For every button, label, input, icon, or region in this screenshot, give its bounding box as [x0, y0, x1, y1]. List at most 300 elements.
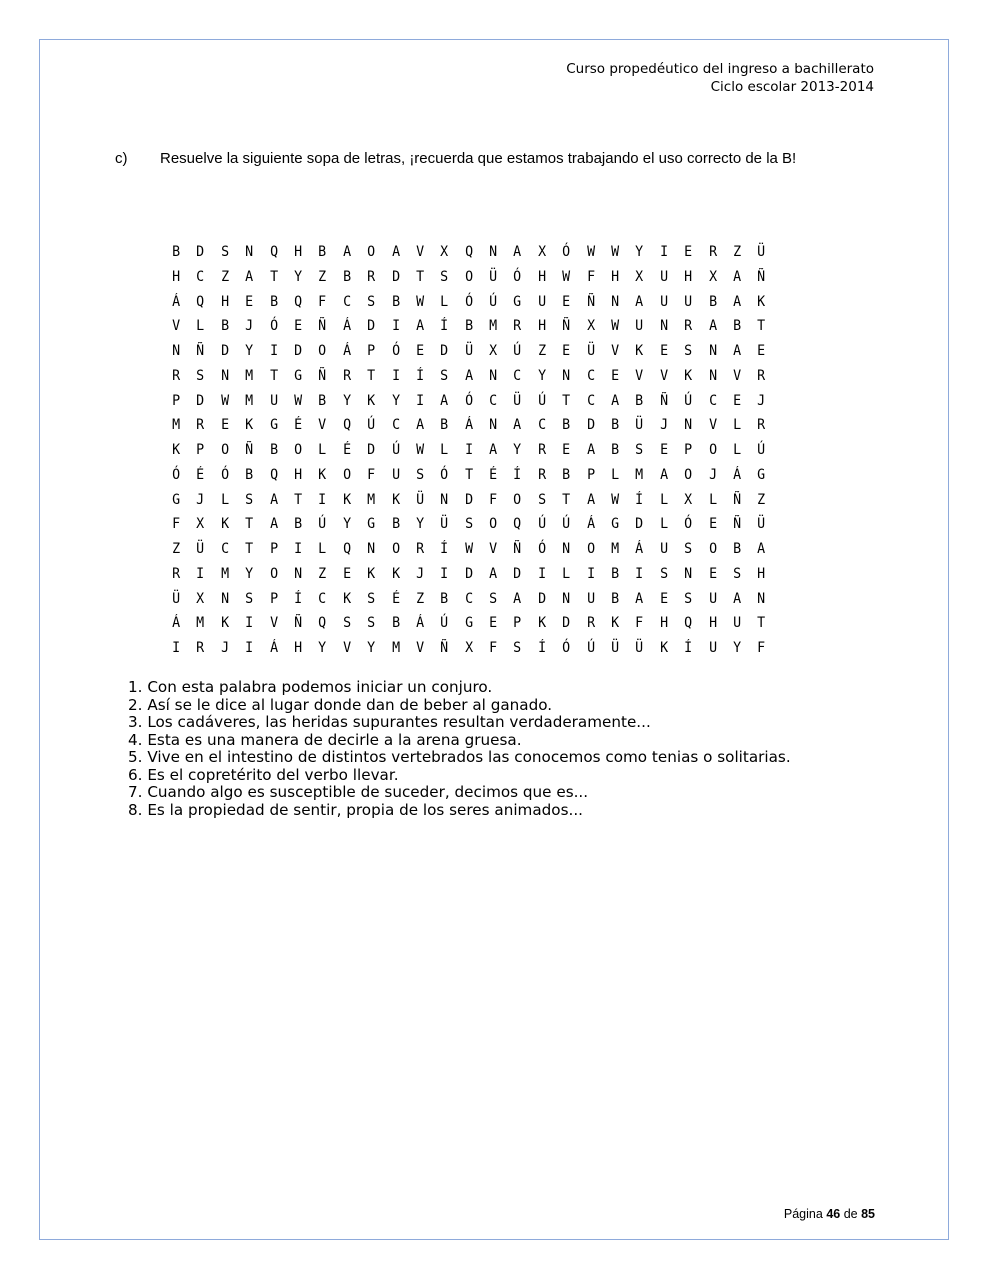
grid-letter: C [513, 367, 522, 384]
grid-letter: N [684, 565, 693, 582]
grid-letter: Ü [513, 392, 522, 409]
grid-letter: I [196, 565, 205, 582]
grid-letter: S [245, 491, 254, 508]
grid-letter: Ó [172, 466, 181, 483]
grid-letter: I [440, 565, 449, 582]
grid-letter: N [489, 367, 498, 384]
grid-letter: Y [342, 392, 351, 409]
grid-letter: E [659, 343, 669, 359]
grid-letter: O [489, 516, 498, 533]
grid-letter: Á [635, 541, 644, 557]
grid-letter: H [294, 640, 303, 656]
grid-letter: W [464, 541, 473, 557]
grid-letter: E [489, 615, 498, 632]
grid-letter: A [416, 417, 425, 434]
grid-letter: B [294, 516, 303, 533]
grid-letter: S [342, 615, 351, 632]
grid-letter: O [318, 343, 327, 359]
grid-letter: E [684, 244, 693, 260]
grid-letter: R [172, 367, 181, 384]
grid-letter: Q [513, 516, 522, 533]
grid-letter: A [708, 318, 717, 335]
grid-letter: Q [684, 615, 693, 632]
grid-letter: E [757, 343, 766, 359]
grid-letter: N [708, 367, 717, 384]
grid-letter: Á [733, 466, 742, 483]
grid-letter: É [391, 590, 400, 607]
grid-letter: Q [318, 615, 327, 632]
grid-letter: Ó [440, 466, 449, 483]
grid-letter: A [440, 392, 449, 409]
grid-letter: S [367, 293, 376, 310]
instruction-letter: c) [115, 150, 128, 167]
grid-row [164, 364, 774, 389]
grid-letter: P [172, 392, 181, 409]
grid-letter: L [659, 516, 669, 533]
grid-letter: S [367, 615, 376, 632]
word-search-grid [164, 240, 774, 661]
document-header [566, 60, 874, 96]
grid-letter: Ñ [318, 318, 327, 335]
grid-letter: Ñ [586, 293, 595, 310]
grid-letter: Ú [318, 516, 327, 533]
grid-letter: Y [391, 392, 400, 409]
grid-letter: N [489, 244, 498, 260]
grid-letter: R [416, 541, 425, 557]
clue-item: 2. Así se le dice al lugar donde dan de beber al ganado. [128, 695, 553, 714]
grid-letter: Z [220, 268, 229, 285]
grid-letter: Ó [513, 268, 522, 285]
grid-letter: Y [318, 640, 327, 656]
grid-letter: H [294, 466, 303, 483]
grid-letter: Ü [611, 640, 620, 656]
grid-letter: M [220, 565, 229, 582]
grid-letter: S [367, 590, 376, 607]
grid-row [164, 265, 774, 290]
grid-letter: S [684, 541, 693, 557]
grid-letter: A [733, 343, 742, 359]
grid-letter: Á [172, 615, 181, 632]
grid-letter: Ñ [733, 516, 742, 533]
grid-letter: O [464, 268, 473, 285]
grid-letter: T [245, 516, 254, 533]
grid-letter: A [416, 318, 425, 335]
grid-letter: B [220, 318, 229, 335]
grid-letter: B [733, 318, 742, 335]
grid-letter: Y [367, 640, 376, 656]
grid-letter: T [757, 318, 766, 335]
grid-letter: C [708, 392, 717, 409]
grid-letter: C [586, 392, 595, 409]
grid-row [164, 438, 774, 463]
grid-letter: Ó [464, 293, 473, 310]
grid-letter: A [269, 516, 278, 533]
grid-letter: O [684, 466, 693, 483]
grid-letter: T [757, 615, 766, 632]
grid-letter: P [269, 590, 278, 607]
grid-letter: Y [513, 442, 522, 458]
grid-letter: Í [684, 640, 693, 656]
grid-letter: É [342, 442, 351, 458]
grid-row [164, 290, 774, 315]
grid-letter: M [245, 392, 254, 409]
grid-letter: I [538, 565, 547, 582]
grid-letter: C [196, 268, 205, 285]
grid-letter: M [172, 417, 181, 434]
grid-letter: K [757, 293, 766, 310]
grid-letter: I [635, 565, 644, 582]
grid-letter: R [196, 640, 205, 656]
grid-letter: L [318, 442, 327, 458]
grid-letter: Y [416, 516, 425, 533]
grid-letter: W [611, 491, 620, 508]
grid-letter: Ü [586, 343, 595, 359]
grid-letter: G [513, 293, 522, 310]
grid-letter: K [245, 417, 254, 434]
grid-letter: B [611, 590, 620, 607]
grid-letter: I [172, 640, 181, 656]
grid-letter: W [611, 244, 620, 260]
grid-letter: A [586, 442, 595, 458]
grid-letter: L [220, 491, 229, 508]
grid-letter: A [269, 491, 278, 508]
grid-letter: J [757, 392, 766, 409]
grid-letter: N [562, 590, 571, 607]
grid-letter: C [538, 417, 547, 434]
grid-letter: T [416, 268, 425, 285]
grid-letter: U [538, 293, 547, 310]
grid-letter: M [635, 466, 644, 483]
grid-letter: O [269, 565, 278, 582]
grid-letter: U [391, 466, 400, 483]
grid-letter: J [416, 565, 425, 582]
grid-letter: E [708, 565, 717, 582]
grid-letter: Z [172, 541, 181, 557]
grid-letter: T [562, 491, 571, 508]
grid-letter: A [342, 244, 351, 260]
grid-letter: U [708, 640, 717, 656]
grid-letter: J [220, 640, 229, 656]
grid-letter: R [196, 417, 205, 434]
grid-letter: É [489, 466, 498, 483]
grid-letter: Z [733, 244, 742, 260]
grid-letter: A [611, 392, 620, 409]
grid-letter: P [513, 615, 522, 632]
grid-letter: Ü [196, 541, 205, 557]
grid-letter: U [659, 293, 669, 310]
grid-letter: A [659, 466, 669, 483]
grid-letter: B [708, 293, 717, 310]
grid-letter: K [611, 615, 620, 632]
grid-letter: G [611, 516, 620, 533]
grid-letter: X [586, 318, 595, 335]
grid-letter: C [391, 417, 400, 434]
grid-letter: C [220, 541, 229, 557]
grid-letter: Á [586, 516, 595, 533]
grid-letter: N [659, 318, 669, 335]
grid-letter: W [611, 318, 620, 335]
grid-letter: Ü [489, 268, 498, 285]
grid-letter: R [757, 367, 766, 384]
grid-letter: Í [635, 491, 644, 508]
grid-letter: I [416, 392, 425, 409]
grid-letter: T [245, 541, 254, 557]
grid-letter: K [391, 491, 400, 508]
grid-letter: Á [464, 417, 473, 434]
grid-letter: Ñ [294, 615, 303, 632]
grid-letter: Ñ [513, 541, 522, 557]
grid-letter: B [562, 466, 571, 483]
grid-letter: N [367, 541, 376, 557]
grid-letter: Ñ [757, 268, 766, 285]
grid-letter: I [269, 343, 278, 359]
grid-letter: S [513, 640, 522, 656]
grid-letter: I [245, 615, 254, 632]
grid-letter: S [196, 367, 205, 384]
grid-letter: B [464, 318, 473, 335]
grid-letter: Ü [757, 244, 766, 260]
grid-letter: O [708, 541, 717, 557]
grid-letter: T [294, 491, 303, 508]
instruction-line [115, 150, 796, 167]
grid-letter: S [635, 442, 644, 458]
grid-letter: G [367, 516, 376, 533]
grid-letter: V [269, 615, 278, 632]
grid-letter: D [562, 615, 571, 632]
grid-letter: Ü [635, 417, 644, 434]
grid-letter: X [538, 244, 547, 260]
grid-letter: S [220, 244, 229, 260]
grid-letter: K [635, 343, 644, 359]
grid-letter: Y [245, 343, 254, 359]
grid-letter: V [416, 244, 425, 260]
grid-letter: Ñ [318, 367, 327, 384]
grid-letter: U [269, 392, 278, 409]
grid-letter: S [684, 590, 693, 607]
grid-letter: R [367, 268, 376, 285]
grid-letter: B [611, 417, 620, 434]
grid-letter: U [684, 293, 693, 310]
grid-letter: H [757, 565, 766, 582]
grid-letter: D [220, 343, 229, 359]
grid-letter: L [659, 491, 669, 508]
grid-letter: G [294, 367, 303, 384]
grid-letter: F [367, 466, 376, 483]
grid-letter: D [367, 318, 376, 335]
grid-letter: Z [538, 343, 547, 359]
grid-letter: Í [294, 590, 303, 607]
grid-letter: K [538, 615, 547, 632]
grid-letter: N [220, 367, 229, 384]
grid-letter: Q [294, 293, 303, 310]
grid-letter: Z [318, 268, 327, 285]
clue-item: 6. Es el copretérito del verbo llevar. [128, 765, 399, 784]
grid-letter: I [318, 491, 327, 508]
grid-letter: L [708, 491, 717, 508]
grid-letter: V [733, 367, 742, 384]
grid-letter: Ó [538, 541, 547, 557]
grid-letter: F [489, 640, 498, 656]
grid-letter: H [220, 293, 229, 310]
grid-letter: G [172, 491, 181, 508]
grid-letter: Y [635, 244, 644, 260]
grid-letter: Á [342, 318, 351, 335]
grid-letter: H [294, 244, 303, 260]
grid-letter: N [708, 343, 717, 359]
grid-letter: P [684, 442, 693, 458]
grid-letter: J [196, 491, 205, 508]
grid-row [164, 562, 774, 587]
clue-item: 1. Con esta palabra podemos iniciar un conjuro. [128, 678, 493, 696]
grid-letter: M [367, 491, 376, 508]
grid-letter: B [342, 268, 351, 285]
grid-letter: N [562, 541, 571, 557]
grid-letter: H [538, 268, 547, 285]
grid-letter: J [659, 417, 669, 434]
grid-letter: B [391, 516, 400, 533]
grid-letter: B [245, 466, 254, 483]
grid-letter: M [611, 541, 620, 557]
grid-letter: T [464, 466, 473, 483]
grid-letter: L [318, 541, 327, 557]
grid-letter: C [342, 293, 351, 310]
grid-letter: Ú [586, 640, 595, 656]
grid-letter: U [659, 541, 669, 557]
grid-letter: V [489, 541, 498, 557]
grid-row [164, 512, 774, 537]
grid-letter: Á [269, 640, 278, 656]
clue-item: 7. Cuando algo es susceptible de suceder, decimos que es... [128, 783, 589, 801]
grid-letter: V [342, 640, 351, 656]
grid-letter: P [196, 442, 205, 458]
grid-letter: K [172, 442, 181, 458]
grid-letter: Q [269, 466, 278, 483]
grid-letter: N [245, 244, 254, 260]
grid-letter: F [489, 491, 498, 508]
grid-letter: K [220, 615, 229, 632]
grid-letter: S [684, 343, 693, 359]
grid-letter: E [659, 442, 669, 458]
grid-letter: Ú [538, 516, 547, 533]
grid-letter: T [269, 268, 278, 285]
grid-letter: Í [440, 541, 449, 557]
grid-letter: F [757, 640, 766, 656]
grid-letter: V [416, 640, 425, 656]
grid-letter: Ñ [659, 392, 669, 409]
grid-letter: O [391, 541, 400, 557]
grid-letter: Ú [538, 392, 547, 409]
grid-letter: M [391, 640, 400, 656]
grid-letter: Q [342, 541, 351, 557]
grid-letter: K [342, 491, 351, 508]
grid-letter: Z [318, 565, 327, 582]
grid-letter: Q [269, 244, 278, 260]
grid-letter: R [586, 615, 595, 632]
grid-letter: S [538, 491, 547, 508]
grid-letter: B [391, 615, 400, 632]
grid-letter: T [269, 367, 278, 384]
grid-letter: E [220, 417, 229, 434]
grid-letter: B [611, 442, 620, 458]
grid-letter: K [391, 565, 400, 582]
grid-letter: U [708, 590, 717, 607]
grid-letter: Ñ [562, 318, 571, 335]
grid-letter: W [294, 392, 303, 409]
grid-letter: H [538, 318, 547, 335]
grid-letter: X [708, 268, 717, 285]
grid-letter: P [269, 541, 278, 557]
grid-letter: R [342, 367, 351, 384]
grid-letter: A [464, 367, 473, 384]
grid-letter: Ú [684, 392, 693, 409]
grid-letter: I [659, 244, 669, 260]
grid-letter: E [416, 343, 425, 359]
grid-letter: I [245, 640, 254, 656]
instruction-text: Resuelve la siguiente sopa de letras, ¡recuerda que estamos trabajando el uso correcto de la B! [160, 150, 797, 167]
grid-row [164, 636, 774, 661]
grid-row [164, 587, 774, 612]
grid-letter: I [391, 367, 400, 384]
clue-list [128, 679, 791, 819]
grid-letter: M [245, 367, 254, 384]
grid-letter: Ü [635, 640, 644, 656]
grid-letter: R [684, 318, 693, 335]
grid-letter: K [659, 640, 669, 656]
grid-letter: H [611, 268, 620, 285]
grid-letter: S [489, 590, 498, 607]
grid-letter: A [757, 541, 766, 557]
grid-letter: B [440, 590, 449, 607]
grid-letter: S [464, 516, 473, 533]
grid-letter: D [464, 491, 473, 508]
grid-letter: A [586, 491, 595, 508]
grid-letter: Ó [464, 392, 473, 409]
grid-letter: D [440, 343, 449, 359]
grid-letter: E [562, 442, 571, 458]
of-label: de [843, 1207, 858, 1221]
grid-letter: K [318, 466, 327, 483]
grid-letter: L [440, 293, 449, 310]
grid-letter: D [367, 442, 376, 458]
grid-letter: O [294, 442, 303, 458]
grid-letter: Ú [391, 442, 400, 458]
grid-letter: Y [294, 268, 303, 285]
grid-letter: D [294, 343, 303, 359]
grid-letter: N [757, 590, 766, 607]
grid-letter: A [489, 565, 498, 582]
grid-letter: O [220, 442, 229, 458]
grid-letter: K [367, 392, 376, 409]
grid-letter: D [635, 516, 644, 533]
grid-letter: G [757, 466, 766, 483]
grid-letter: F [172, 516, 181, 533]
grid-letter: U [586, 590, 595, 607]
grid-letter: E [611, 367, 620, 384]
total-pages: 85 [861, 1207, 875, 1221]
grid-letter: N [220, 590, 229, 607]
grid-letter: D [513, 565, 522, 582]
grid-letter: Ñ [245, 442, 254, 458]
grid-letter: O [708, 442, 717, 458]
grid-letter: A [733, 268, 742, 285]
grid-letter: S [733, 565, 742, 582]
grid-letter: B [635, 392, 644, 409]
grid-letter: D [464, 565, 473, 582]
grid-letter: R [757, 417, 766, 434]
grid-letter: Ó [220, 466, 229, 483]
grid-letter: B [269, 293, 278, 310]
grid-letter: S [416, 466, 425, 483]
